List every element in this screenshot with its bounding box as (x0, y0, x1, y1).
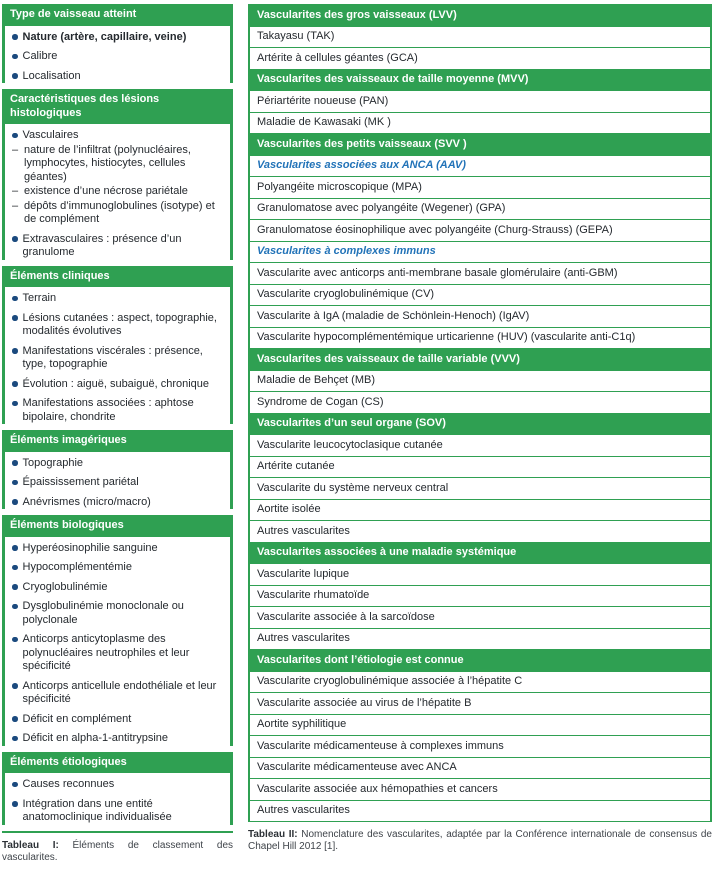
bullet-icon (12, 584, 18, 590)
table1-section-header: Éléments imagériques (2, 430, 233, 452)
table2-row: Syndrome de Cogan (CS) (250, 392, 710, 414)
list-item-text: Extravasculaires : présence d’un granulome (22, 232, 182, 258)
table2-group-header: Vascularites d’un seul organe (SOV) (250, 414, 710, 436)
table2-group-header: Vascularites des petits vaisseaux (SVV ) (250, 134, 710, 156)
list-item (12, 496, 225, 510)
table1-section-body (2, 287, 233, 424)
table2-row: Vascularite cryoglobulinémique associée à l’hépatite C (250, 672, 710, 694)
list-item (12, 144, 225, 185)
table1-section-header: Caractéristiques des lésions histologiques (2, 89, 233, 124)
dash-icon: – (12, 143, 19, 156)
list-item-text: Déficit en alpha-1-antitrypsine (22, 732, 169, 744)
table2-row: Vascularite associée aux hémopathies et cancers (250, 779, 710, 801)
table1-section-header: Éléments cliniques (2, 266, 233, 288)
list-item-text: Topographie (22, 456, 84, 469)
list-item-text: Vasculaires (22, 129, 79, 141)
bullet-icon (12, 73, 18, 79)
list-item (12, 345, 225, 372)
list-item-text: Hyperéosinophilie sanguine (22, 541, 158, 554)
list-item-text: Causes reconnues (22, 778, 115, 790)
bullet-icon (12, 545, 18, 551)
list-item-text: Terrain (22, 292, 57, 304)
table1-caption-label: Tableau I: (2, 839, 59, 851)
table1 (2, 4, 233, 833)
list-item-text: Manifestations associées : aphtose bipolaire, chondrite (22, 397, 194, 423)
table2-row: Polyangéite microscopique (MPA) (250, 177, 710, 199)
table1-section-header: Éléments biologiques (2, 515, 233, 537)
list-item-text: Intégration dans une entité anatomoclinique individualisée (22, 797, 172, 823)
list-item-text: Déficit en complément (22, 712, 132, 725)
table2-row: Takayasu (TAK) (250, 27, 710, 49)
list-item (12, 561, 225, 575)
table1-caption (2, 840, 233, 864)
list-item (12, 713, 225, 727)
list-item (12, 50, 225, 64)
list-item-text: Anévrismes (micro/macro) (22, 495, 151, 508)
list-item (12, 70, 225, 84)
bullet-icon (12, 381, 18, 387)
list-item (12, 397, 225, 424)
list-item (12, 680, 225, 707)
table2-row: Vascularite leucocytoclasique cutanée (250, 435, 710, 457)
table2-group-header: Vascularites associées à une maladie systémique (250, 543, 710, 565)
list-item-text: Cryoglobulinémie (22, 580, 108, 593)
table2-row: Vascularite médicamenteuse avec ANCA (250, 758, 710, 780)
list-item (12, 476, 225, 490)
table2-row: Vascularite associée à la sarcoïdose (250, 607, 710, 629)
table2-row: Autres vascularites (250, 629, 710, 651)
bullet-icon (12, 683, 18, 689)
table1-caption-text: Éléments de classement des vascularites. (2, 839, 234, 863)
table2-group-header: Vascularites dont l’étiologie est connue (250, 650, 710, 672)
list-item-text: Localisation (22, 69, 81, 82)
list-item-text: Manifestations viscérales : présence, type, topographie (22, 344, 203, 370)
list-item (12, 457, 225, 471)
list-item (12, 581, 225, 595)
bullet-icon (12, 34, 18, 40)
list-item-text: nature de l’infiltrat (polynucléaires, lymphocytes, histiocytes, cellules géantes) (24, 143, 191, 183)
table2-row: Vascularite rhumatoïde (250, 586, 710, 608)
list-item (12, 542, 225, 556)
bullet-icon (12, 480, 18, 486)
list-item (12, 31, 225, 45)
table2-caption (248, 829, 712, 853)
table2-row: Aortite syphilitique (250, 715, 710, 737)
list-item-text: Évolution : aiguë, subaiguë, chronique (22, 377, 210, 390)
list-item-text: Anticorps anticellule endothéliale et leur spécificité (22, 679, 217, 705)
table2-row: Maladie de Behçet (MB) (250, 371, 710, 393)
list-item (12, 312, 225, 339)
list-item-text: Calibre (22, 50, 58, 62)
list-item (12, 633, 225, 674)
table2-caption-label: Tableau II: (248, 829, 298, 840)
table2-row: Artérite cutanée (250, 457, 710, 479)
table1-section-body (2, 124, 233, 260)
table2-row: Vascularite associée au virus de l’hépatite B (250, 693, 710, 715)
table2-row: Artérite à cellules géantes (GCA) (250, 48, 710, 70)
table1-column (2, 4, 233, 864)
bullet-icon (12, 133, 18, 139)
dash-icon: – (12, 199, 19, 212)
table2 (248, 4, 712, 822)
bullet-icon (12, 565, 18, 571)
table2-row: Vascularite avec anticorps anti-membrane basale glomérulaire (anti-GBM) (250, 263, 710, 285)
list-item (12, 778, 225, 792)
table1-section-body (2, 26, 233, 84)
dash-icon: – (12, 185, 19, 197)
list-item-text: Dysglobulinémie monoclonale ou polyclonale (22, 600, 184, 626)
bullet-icon (12, 716, 18, 722)
table2-row: Vascularite lupique (250, 564, 710, 586)
table2-row: Granulomatose éosinophilique avec polyangéite (Churg-Strauss) (GEPA) (250, 220, 710, 242)
list-item (12, 292, 225, 306)
list-item (12, 732, 225, 746)
list-item (12, 378, 225, 392)
table1-section-body (2, 537, 233, 746)
bullet-icon (12, 460, 18, 466)
bullet-icon (12, 54, 18, 60)
table2-group-header: Vascularites des vaisseaux de taille variable (VVV) (250, 349, 710, 371)
table2-column (248, 4, 712, 864)
table2-row: Périartérite noueuse (PAN) (250, 91, 710, 113)
bullet-icon (12, 401, 18, 407)
table2-row: Autres vascularites (250, 801, 710, 823)
table1-section-header: Éléments étiologiques (2, 752, 233, 774)
list-item-text: Anticorps anticytoplasme des polynucléaires neutrophiles et leur spécificité (22, 633, 190, 672)
table2-caption-text: Nomenclature des vascularites, adaptée par la Conférence internationale de consensus de Chapel Hill 2012 [1]. (248, 829, 712, 852)
table2-row: Autres vascularites (250, 521, 710, 543)
table2-group-header: Vascularites des vaisseaux de taille moyenne (MVV) (250, 70, 710, 92)
list-item-text: Lésions cutanées : aspect, topographie, modalités évolutives (22, 311, 217, 337)
list-item-text: Épaississement pariétal (22, 476, 139, 488)
bullet-icon (12, 801, 18, 807)
list-item (12, 129, 225, 143)
table2-row: Vascularite du système nerveux central (250, 478, 710, 500)
table2-subgroup-header: Vascularites à complexes immuns (250, 242, 710, 264)
table2-subgroup-header: Vascularites associées aux ANCA (AAV) (250, 156, 710, 178)
table2-row: Vascularite cryoglobulinémique (CV) (250, 285, 710, 307)
table2-row: Vascularite à IgA (maladie de Schönlein-Henoch) (IgAV) (250, 306, 710, 328)
table2-row: Granulomatose avec polyangéite (Wegener) (GPA) (250, 199, 710, 221)
bullet-icon (12, 782, 18, 788)
bullet-icon (12, 348, 18, 354)
table1-section-header: Type de vaisseau atteint (2, 4, 233, 26)
bullet-icon (12, 604, 18, 610)
table1-section-body (2, 773, 233, 825)
bullet-icon (12, 637, 18, 643)
table2-row: Aortite isolée (250, 500, 710, 522)
list-item (12, 233, 225, 260)
list-item-text: Nature (artère, capillaire, veine) (22, 30, 187, 43)
bullet-icon (12, 315, 18, 321)
list-item (12, 798, 225, 825)
list-item (12, 600, 225, 627)
table2-row: Maladie de Kawasaki (MK ) (250, 113, 710, 135)
bullet-icon (12, 236, 18, 242)
table2-row: Vascularite médicamenteuse à complexes immuns (250, 736, 710, 758)
list-item-text: existence d’une nécrose pariétale (24, 185, 188, 197)
bullet-icon (12, 736, 18, 742)
table1-section-body (2, 452, 233, 510)
list-item-text: dépôts d’immunoglobulines (isotype) et de complément (24, 199, 215, 225)
bullet-icon (12, 499, 18, 505)
table2-row: Vascularite hypocomplémentémique urticarienne (HUV) (vascularite anti-C1q) (250, 328, 710, 350)
list-item (12, 200, 225, 227)
table2-group-header: Vascularites des gros vaisseaux (LVV) (250, 5, 710, 27)
list-item (12, 185, 225, 199)
list-item-text: Hypocomplémentémie (22, 561, 132, 573)
bullet-icon (12, 296, 18, 302)
